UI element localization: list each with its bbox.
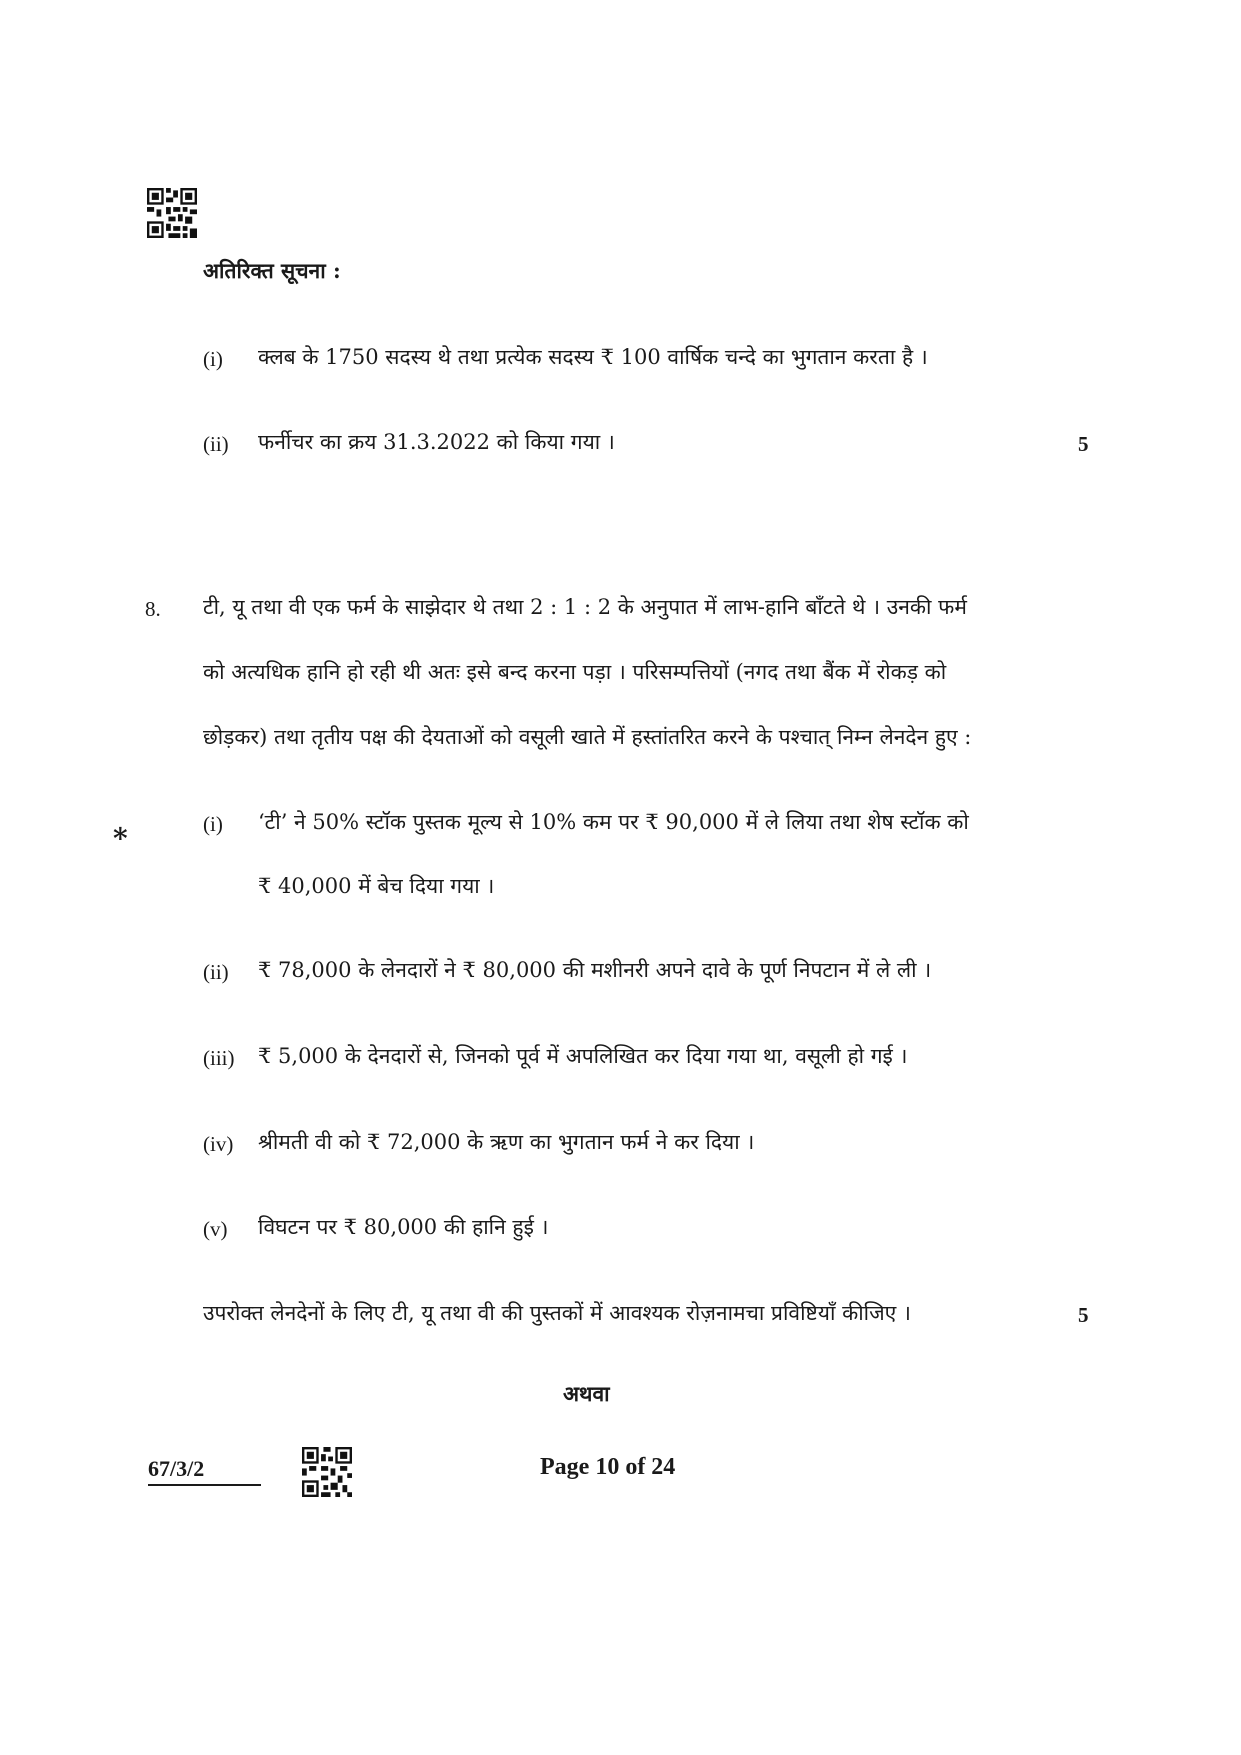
- transaction-text: ‘टी’ ने 50% स्टॉक पुस्तक मूल्य से 10% कम पर ₹ 90,000 में ले लिया तथा शेष स्टॉक को: [258, 810, 969, 834]
- transaction-text: श्रीमती वी को ₹ 72,000 के ऋण का भुगतान फर्म ने कर दिया ।: [258, 1130, 755, 1154]
- question-instruction: उपरोक्त लेनदेनों के लिए टी, यू तथा वी की पुस्तकों में आवश्यक रोज़नामचा प्रविष्टियाँ कीजिए ।: [203, 1301, 911, 1325]
- question-intro-line: टी, यू तथा वी एक फर्म के साझेदार थे तथा 2 : 1 : 2 के अनुपात में लाभ-हानि बाँटते थे । उनकी फर्म: [203, 595, 967, 619]
- transaction-label: (i): [203, 812, 223, 836]
- question-intro-line: छोड़कर) तथा तृतीय पक्ष की देयताओं को वसूली खाते में हस्तांतरित करने के पश्चात् निम्न लेनदेन हुए :: [203, 725, 972, 749]
- page-number: Page 10 of 24: [540, 1454, 676, 1480]
- qr-code-top: [147, 188, 197, 238]
- marks-value: 5: [1078, 1303, 1089, 1327]
- extra-item-label: (i): [203, 347, 223, 371]
- or-separator: अथवा: [563, 1381, 610, 1406]
- margin-asterisk: *: [113, 822, 128, 855]
- additional-info-heading: अतिरिक्त सूचना :: [203, 258, 341, 283]
- paper-code: 67/3/2: [148, 1456, 205, 1481]
- transaction-label: (iii): [203, 1046, 235, 1070]
- extra-item-label: (ii): [203, 432, 229, 456]
- question-number: 8.: [145, 597, 161, 621]
- transaction-text-continued: ₹ 40,000 में बेच दिया गया ।: [258, 874, 495, 898]
- paper-code-underline: [148, 1484, 261, 1486]
- transaction-label: (ii): [203, 960, 229, 984]
- transaction-text: ₹ 78,000 के लेनदारों ने ₹ 80,000 की मशीनरी अपने दावे के पूर्ण निपटान में ले ली ।: [258, 958, 932, 982]
- qr-code-footer: [302, 1447, 352, 1497]
- transaction-label: (iv): [203, 1132, 234, 1156]
- transaction-text: विघटन पर ₹ 80,000 की हानि हुई ।: [258, 1215, 549, 1239]
- marks-value: 5: [1078, 432, 1089, 456]
- extra-item-text: क्लब के 1750 सदस्य थे तथा प्रत्येक सदस्य ₹ 100 वार्षिक चन्दे का भुगतान करता है ।: [258, 345, 928, 369]
- transaction-label: (v): [203, 1217, 228, 1241]
- transaction-text: ₹ 5,000 के देनदारों से, जिनको पूर्व में अपलिखित कर दिया गया था, वसूली हो गई ।: [258, 1044, 908, 1068]
- question-intro-line: को अत्यधिक हानि हो रही थी अतः इसे बन्द करना पड़ा । परिसम्पत्तियों (नगद तथा बैंक में रोकड़ को: [203, 660, 947, 684]
- extra-item-text: फर्नीचर का क्रय 31.3.2022 को किया गया ।: [258, 430, 615, 454]
